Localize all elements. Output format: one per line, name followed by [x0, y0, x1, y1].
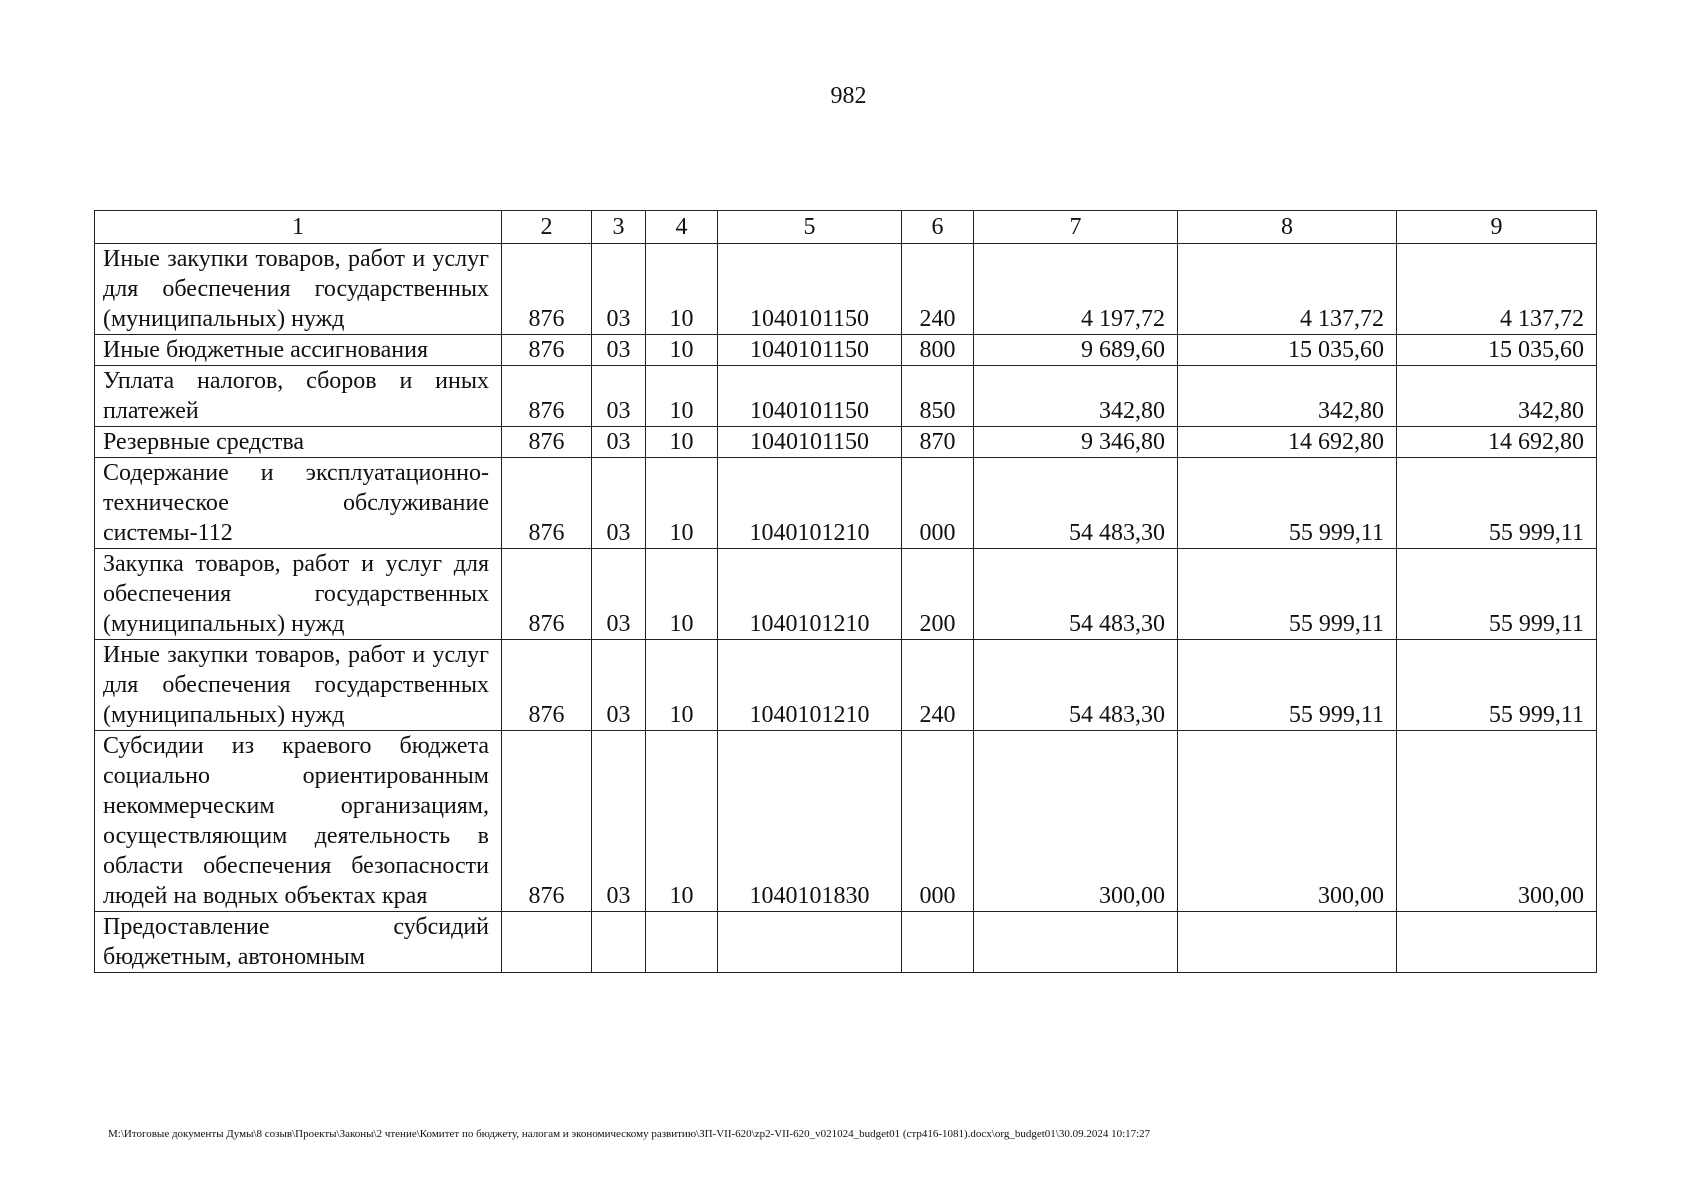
cell-amount-2: 55 999,11 — [1178, 549, 1397, 640]
header-col-7: 7 — [974, 211, 1178, 244]
cell-subsection: 10 — [646, 335, 718, 366]
cell-admin-code: 876 — [502, 549, 592, 640]
cell-section: 03 — [592, 731, 646, 912]
cell-amount-3: 55 999,11 — [1397, 458, 1597, 549]
cell-target-article: 1040101150 — [718, 244, 902, 335]
cell-expense-type: 850 — [902, 366, 974, 427]
row-name: Субсидии из краевого бюджета социально ориентированным некоммерческим организациям, осуществляющим деятельность в области обеспечения безопасности людей на водных объектах края — [95, 731, 502, 912]
cell-target-article: 1040101210 — [718, 458, 902, 549]
table-row — [95, 731, 1597, 912]
cell-amount-3: 55 999,11 — [1397, 549, 1597, 640]
cell-amount-2: 55 999,11 — [1178, 458, 1397, 549]
cell-section — [592, 912, 646, 973]
cell-target-article: 1040101150 — [718, 366, 902, 427]
cell-amount-2: 342,80 — [1178, 366, 1397, 427]
cell-section: 03 — [592, 640, 646, 731]
cell-subsection: 10 — [646, 244, 718, 335]
header-col-2: 2 — [502, 211, 592, 244]
cell-subsection: 10 — [646, 640, 718, 731]
cell-expense-type: 870 — [902, 427, 974, 458]
cell-amount-1: 4 197,72 — [974, 244, 1178, 335]
cell-target-article: 1040101150 — [718, 427, 902, 458]
cell-amount-1: 300,00 — [974, 731, 1178, 912]
cell-section: 03 — [592, 335, 646, 366]
cell-amount-3: 4 137,72 — [1397, 244, 1597, 335]
cell-amount-3 — [1397, 912, 1597, 973]
cell-subsection: 10 — [646, 366, 718, 427]
cell-section: 03 — [592, 244, 646, 335]
cell-target-article — [718, 912, 902, 973]
cell-amount-3: 14 692,80 — [1397, 427, 1597, 458]
row-name: Уплата налогов, сборов и иных платежей — [95, 366, 502, 427]
table-row — [95, 335, 1597, 366]
cell-subsection: 10 — [646, 731, 718, 912]
cell-amount-2: 300,00 — [1178, 731, 1397, 912]
row-name: Иные бюджетные ассигнования — [95, 335, 502, 366]
budget-table-container — [94, 210, 1597, 973]
cell-target-article: 1040101210 — [718, 549, 902, 640]
cell-expense-type: 200 — [902, 549, 974, 640]
table-row — [95, 549, 1597, 640]
cell-amount-3: 15 035,60 — [1397, 335, 1597, 366]
cell-expense-type: 800 — [902, 335, 974, 366]
page-number: 982 — [830, 83, 867, 109]
footer-file-path: M:\Итоговые документы Думы\8 созыв\Проекты\Законы\2 чтение\Комитет по бюджету, налогам и экономическому развитию\ЗП-VII-620\zp2-VII-620_v021024_budget01 (стр416-1081).docx\org_budget01\30.09.2024 10:17:27 — [108, 1128, 1151, 1140]
cell-amount-1: 54 483,30 — [974, 549, 1178, 640]
cell-amount-2: 15 035,60 — [1178, 335, 1397, 366]
cell-admin-code: 876 — [502, 244, 592, 335]
row-name: Иные закупки товаров, работ и услуг для обеспечения государственных (муниципальных) нужд — [95, 244, 502, 335]
header-col-5: 5 — [718, 211, 902, 244]
cell-section: 03 — [592, 366, 646, 427]
cell-amount-3: 300,00 — [1397, 731, 1597, 912]
cell-section: 03 — [592, 549, 646, 640]
cell-admin-code — [502, 912, 592, 973]
cell-amount-3: 342,80 — [1397, 366, 1597, 427]
cell-admin-code: 876 — [502, 335, 592, 366]
table-row — [95, 244, 1597, 335]
cell-amount-1: 342,80 — [974, 366, 1178, 427]
cell-subsection: 10 — [646, 427, 718, 458]
budget-table — [94, 210, 1597, 973]
header-col-3: 3 — [592, 211, 646, 244]
cell-amount-1: 54 483,30 — [974, 458, 1178, 549]
cell-subsection: 10 — [646, 549, 718, 640]
row-name: Резервные средства — [95, 427, 502, 458]
cell-amount-1: 54 483,30 — [974, 640, 1178, 731]
cell-admin-code: 876 — [502, 731, 592, 912]
cell-target-article: 1040101150 — [718, 335, 902, 366]
cell-expense-type — [902, 912, 974, 973]
cell-subsection — [646, 912, 718, 973]
header-row — [95, 211, 1597, 244]
header-col-8: 8 — [1178, 211, 1397, 244]
header-col-4: 4 — [646, 211, 718, 244]
cell-amount-1: 9 346,80 — [974, 427, 1178, 458]
header-col-6: 6 — [902, 211, 974, 244]
row-name: Содержание и эксплуатационно-техническое обслуживание системы-112 — [95, 458, 502, 549]
table-row — [95, 640, 1597, 731]
cell-amount-2: 14 692,80 — [1178, 427, 1397, 458]
cell-amount-2 — [1178, 912, 1397, 973]
cell-target-article: 1040101210 — [718, 640, 902, 731]
cell-subsection: 10 — [646, 458, 718, 549]
cell-admin-code: 876 — [502, 427, 592, 458]
cell-admin-code: 876 — [502, 366, 592, 427]
cell-expense-type: 000 — [902, 731, 974, 912]
cell-target-article: 1040101830 — [718, 731, 902, 912]
table-row — [95, 427, 1597, 458]
header-col-9: 9 — [1397, 211, 1597, 244]
cell-expense-type: 240 — [902, 640, 974, 731]
cell-amount-3: 55 999,11 — [1397, 640, 1597, 731]
cell-admin-code: 876 — [502, 640, 592, 731]
table-row — [95, 366, 1597, 427]
table-row — [95, 912, 1597, 973]
row-name: Иные закупки товаров, работ и услуг для обеспечения государственных (муниципальных) нужд — [95, 640, 502, 731]
cell-amount-2: 4 137,72 — [1178, 244, 1397, 335]
cell-expense-type: 000 — [902, 458, 974, 549]
table-row — [95, 458, 1597, 549]
row-name: Закупка товаров, работ и услуг для обеспечения государственных (муниципальных) нужд — [95, 549, 502, 640]
cell-amount-1 — [974, 912, 1178, 973]
cell-section: 03 — [592, 427, 646, 458]
cell-admin-code: 876 — [502, 458, 592, 549]
cell-expense-type: 240 — [902, 244, 974, 335]
cell-section: 03 — [592, 458, 646, 549]
row-name: Предоставление субсидий бюджетным, автономным — [95, 912, 502, 973]
header-col-1: 1 — [95, 211, 502, 244]
cell-amount-1: 9 689,60 — [974, 335, 1178, 366]
cell-amount-2: 55 999,11 — [1178, 640, 1397, 731]
